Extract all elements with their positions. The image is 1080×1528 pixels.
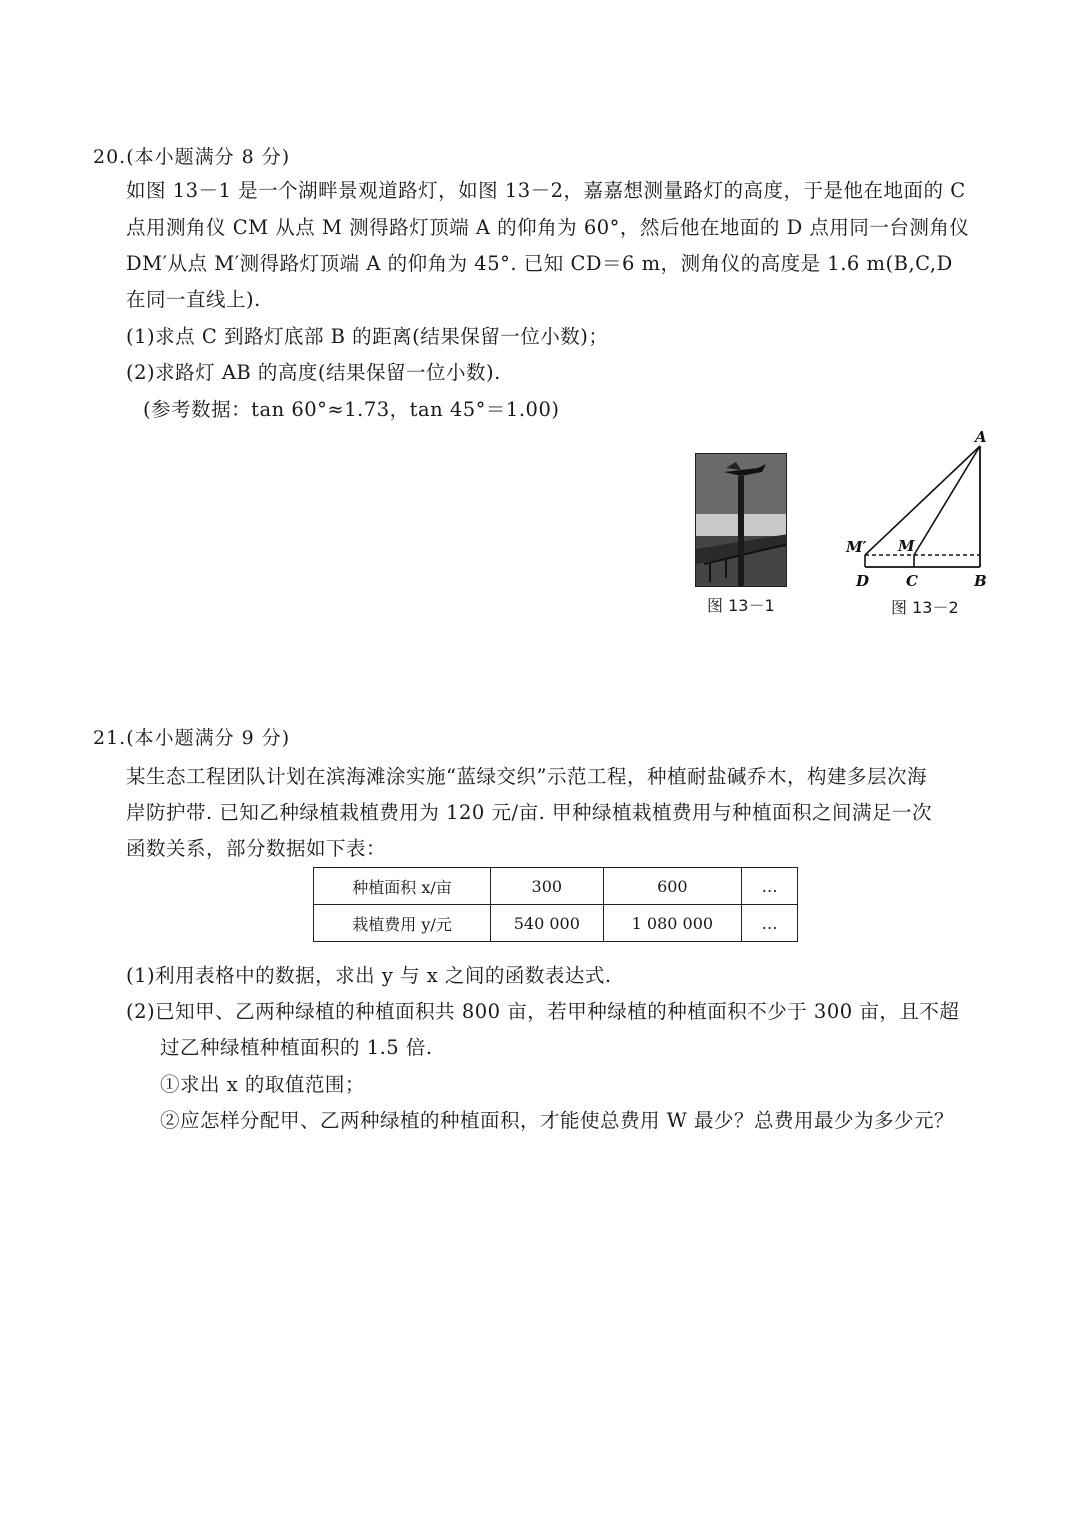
table-cell: … <box>742 905 798 942</box>
figure-13-2-diagram <box>838 424 998 594</box>
table-cell: 600 <box>603 868 742 905</box>
label-d: D <box>856 572 870 590</box>
q20-text-line-1: 如图 13－1 是一个湖畔景观道路灯，如图 13－2，嘉嘉想测量路灯的高度，于是他在地面的 C <box>126 179 966 202</box>
label-m-prime: M′ <box>846 538 867 556</box>
figure-13-2-caption: 图 13－2 <box>891 598 959 617</box>
q21-text-line-1: 某生态工程团队计划在滨海滩涂实施“蓝绿交织”示范工程，种植耐盐碱乔木，构建多层次海 <box>126 765 927 788</box>
q21-text-line-2: 岸防护带. 已知乙种绿植栽植费用为 120 元/亩. 甲种绿植栽植费用与种植面积之间满足一次 <box>126 801 932 824</box>
label-c: C <box>906 572 918 590</box>
lamp-photo-drawing <box>696 454 787 587</box>
data-table <box>313 867 798 942</box>
table-cell: 540 000 <box>491 905 603 942</box>
figure-13-1-caption: 图 13－1 <box>707 596 775 615</box>
q21-text-line-3: 函数关系，部分数据如下表： <box>126 837 387 860</box>
q21-heading: 21.(本小题满分 9 分) <box>93 727 291 749</box>
table-row <box>314 868 798 905</box>
q20-part-1: (1)求点 C 到路灯底部 B 的距离(结果保留一位小数)； <box>126 325 609 348</box>
q21-part-2-line-2: 过乙种绿植种植面积的 1.5 倍. <box>160 1036 433 1059</box>
q20-text-line-4: 在同一直线上). <box>126 288 261 311</box>
q20-text-line-2: 点用测角仪 CM 从点 M 测得路灯顶端 A 的仰角为 60°，然后他在地面的 D 点用同一台测角仪 <box>126 216 970 239</box>
label-b: B <box>974 572 987 590</box>
q21-sub-1: ①求出 x 的取值范围； <box>160 1073 365 1096</box>
sight-line-m-prime-a <box>865 446 980 555</box>
q20-text-line-3: DM′从点 M′测得路灯顶端 A 的仰角为 45°. 已知 CD＝6 m，测角仪的高度是 1.6 m(B,C,D <box>126 252 953 275</box>
table-cell: 300 <box>491 868 603 905</box>
label-a: A <box>975 428 987 446</box>
q21-sub-2: ②应怎样分配甲、乙两种绿植的种植面积，才能使总费用 W 最少？总费用最少为多少元？ <box>160 1109 954 1132</box>
table-cell: 1 080 000 <box>603 905 742 942</box>
q20-part-2: (2)求路灯 AB 的高度(结果保留一位小数). <box>126 361 501 384</box>
q21-part-2-line-1: (2)已知甲、乙两种绿植的种植面积共 800 亩，若甲种绿植的种植面积不少于 300 亩，且不超 <box>126 1000 960 1023</box>
lamp-photo <box>695 453 787 587</box>
q21-part-1: (1)利用表格中的数据，求出 y 与 x 之间的函数表达式. <box>126 964 612 987</box>
table-row <box>314 905 798 942</box>
table-cell: 种植面积 x/亩 <box>314 868 491 905</box>
q20-heading: 20.(本小题满分 8 分) <box>93 146 291 168</box>
q20-reference-data: (参考数据：tan 60°≈1.73，tan 45°＝1.00) <box>143 398 560 421</box>
table-cell: … <box>742 868 798 905</box>
sight-line-m-a <box>914 446 980 555</box>
label-m: M <box>898 537 915 555</box>
table-cell: 栽植费用 y/元 <box>314 905 491 942</box>
